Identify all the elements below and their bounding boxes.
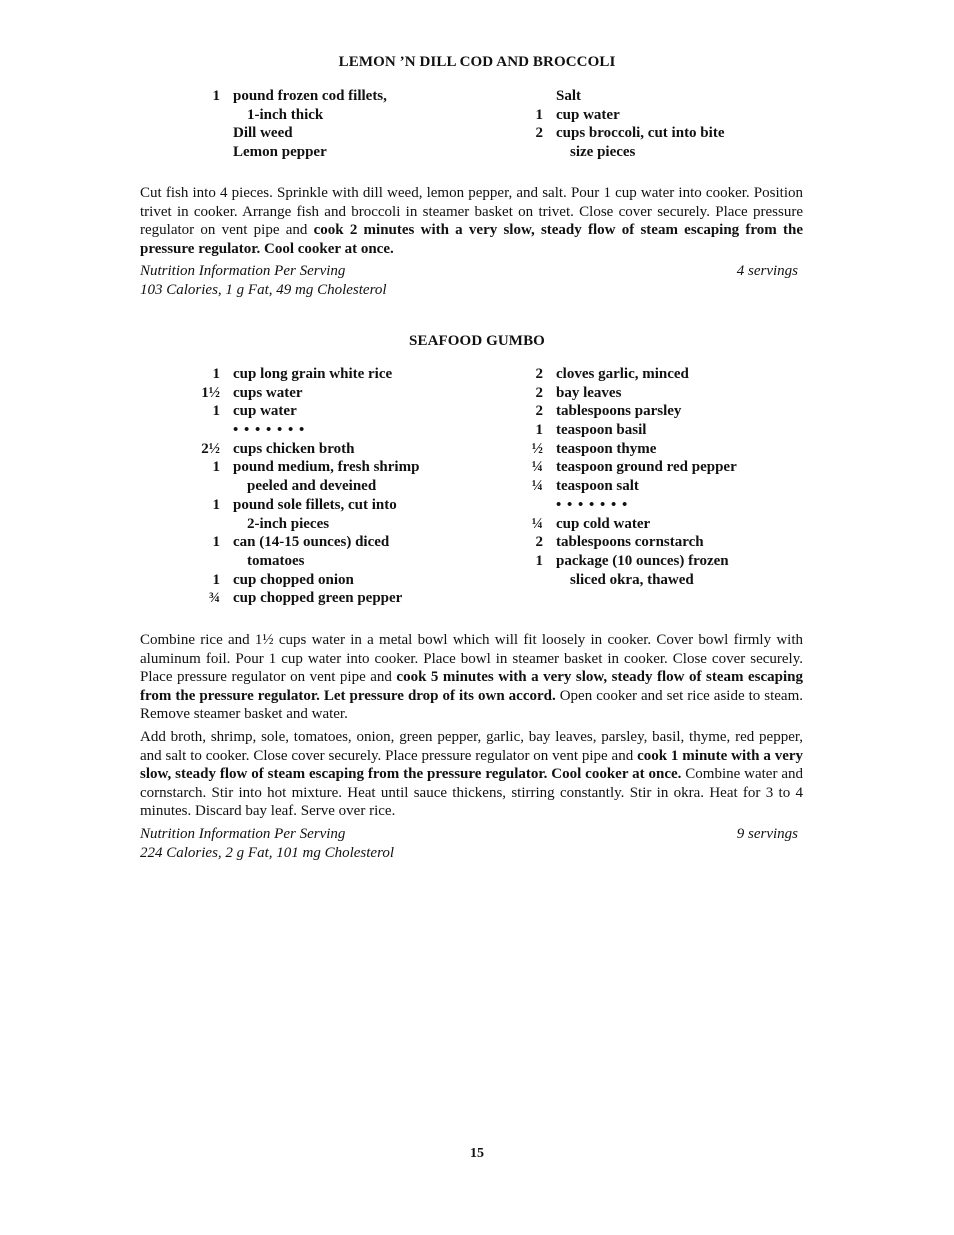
ingredient-row	[513, 571, 737, 590]
ingredient-row	[513, 552, 737, 571]
ingredient-text: package (10 ounces) frozen	[556, 552, 729, 569]
cooking-instruction-bold: cook 2 minutes with a very slow, steady flow of steam escaping from the pressure regulator. Cool cooker at once.	[140, 222, 803, 257]
ingredient-quantity: ¼	[531, 459, 543, 476]
directions-paragraph	[140, 728, 803, 821]
ingredient-quantity: 2	[535, 366, 543, 382]
ingredient-row	[513, 421, 737, 440]
ingredient-quantity: 1	[212, 534, 220, 551]
ingredient-text: teaspoon basil	[556, 422, 647, 439]
ingredient-quantity	[513, 496, 543, 515]
ingredients-right-column	[513, 365, 737, 589]
ingredient-text: tablespoons parsley	[556, 403, 682, 420]
ingredient-quantity: 2	[535, 534, 543, 551]
directions-text: Combine water and cornstarch. Stir into hot mixture. Heat until sauce thickens, stirring constantly. Stir in okra. Heat for 3 to 4 minutes. Discard bay leaf. Serve over rice.	[140, 766, 804, 820]
ingredient-text: tomatoes	[247, 552, 305, 569]
ingredient-row	[513, 124, 724, 143]
ingredient-quantity	[190, 477, 220, 496]
ingredient-row	[190, 384, 419, 403]
ingredient-quantity: 1	[535, 422, 543, 439]
ingredient-row	[190, 533, 419, 552]
ingredient-row	[190, 143, 387, 162]
ingredient-quantity: 2	[535, 403, 543, 420]
ingredient-row	[513, 515, 737, 534]
ingredient-text: Lemon pepper	[233, 144, 327, 161]
ingredient-text: cups chicken broth	[233, 440, 355, 457]
ingredient-quantity: 2	[535, 125, 543, 142]
ingredient-text: teaspoon ground red pepper	[556, 459, 737, 476]
ingredient-text: cup chopped green pepper	[233, 590, 403, 607]
ingredient-row	[190, 477, 419, 496]
directions-text: Open cooker and set rice aside to steam. Remove steamer basket and water.	[140, 687, 803, 723]
ingredient-quantity: 1	[535, 106, 543, 123]
ingredient-separator: • • • • • • •	[556, 496, 629, 513]
directions-text: Combine rice and 1½ cups water in a metal bowl which will fit loosely in cooker. Cover bowl firmly with aluminum foil. Pour 1 cup water into cooker. Place bowl in steamer basket in cooker. Close cover securely. Place pressure regulator on vent pipe and	[140, 632, 803, 686]
ingredient-row	[513, 533, 737, 552]
directions-paragraph	[140, 631, 803, 724]
ingredient-quantity	[513, 143, 543, 162]
ingredient-text: cup chopped onion	[233, 571, 354, 588]
cooking-instruction-bold: cook 1 minute with a very slow, steady flow of steam escaping from the pressure regulator. Cool cooker at once.	[140, 747, 804, 783]
ingredient-text: teaspoon salt	[556, 478, 639, 495]
ingredients-left-column	[190, 87, 387, 162]
ingredient-quantity	[513, 87, 543, 106]
ingredient-row	[513, 143, 724, 162]
ingredient-text: cups water	[233, 384, 303, 401]
ingredient-quantity: 2	[535, 384, 543, 401]
nutrition-values: 103 Calories, 1 g Fat, 49 mg Cholesterol	[140, 281, 387, 298]
ingredient-text: 2-inch pieces	[247, 515, 330, 532]
ingredient-quantity	[190, 421, 220, 440]
ingredient-quantity: ¼	[531, 478, 543, 495]
nutrition-label: Nutrition Information Per Serving	[140, 826, 346, 842]
directions-text: Cut fish into 4 pieces. Sprinkle with dill weed, lemon pepper, and salt. Pour 1 cup water into cooker. Position trivet in cooker. Arrange fish and broccoli in steamer basket on trivet. Close cover securely. Place pressure regulator on vent pipe and	[140, 185, 803, 239]
directions-text: Add broth, shrimp, sole, tomatoes, onion, green pepper, garlic, bay leaves, parsley, basil, thyme, red pepper, and salt to cooker. Close cover securely. Place pressure regulator on vent pipe and	[140, 728, 803, 764]
ingredient-text: can (14-15 ounces) diced	[233, 534, 390, 551]
ingredient-quantity: 1	[212, 88, 220, 104]
ingredient-text: pound sole fillets, cut into	[233, 496, 397, 513]
ingredient-text: size pieces	[570, 144, 636, 161]
page-number: 15	[470, 1146, 484, 1161]
ingredient-text: cloves garlic, minced	[556, 366, 689, 382]
ingredient-separator: • • • • • • •	[233, 422, 306, 439]
ingredient-row	[190, 571, 419, 590]
ingredient-quantity	[190, 124, 220, 143]
ingredient-row	[190, 515, 419, 534]
ingredient-text: teaspoon thyme	[556, 440, 657, 457]
ingredients-left-column	[190, 365, 419, 608]
ingredient-text: bay leaves	[556, 384, 622, 401]
ingredient-row	[513, 496, 737, 515]
directions	[140, 631, 803, 821]
ingredient-quantity	[190, 143, 220, 162]
directions-paragraph	[140, 184, 803, 258]
nutrition-info	[140, 262, 798, 299]
ingredient-quantity	[190, 106, 220, 125]
ingredient-row	[190, 106, 387, 125]
ingredient-row	[190, 365, 419, 384]
ingredient-quantity: 1	[212, 459, 220, 476]
ingredient-quantity: ¾	[208, 590, 220, 607]
nutrition-info	[140, 825, 798, 862]
ingredient-quantity: 1	[212, 496, 220, 513]
ingredient-text: cup cold water	[556, 515, 651, 532]
ingredient-quantity: 1	[535, 552, 543, 569]
ingredient-text: cup water	[233, 403, 297, 420]
ingredient-row	[190, 421, 419, 440]
ingredient-row	[190, 458, 419, 477]
ingredient-row	[190, 87, 387, 106]
recipe-title: LEMON ’N DILL COD AND BROCCOLI	[338, 54, 616, 70]
ingredient-row	[190, 496, 419, 515]
nutrition-values: 224 Calories, 2 g Fat, 101 mg Cholesterol	[140, 844, 395, 861]
ingredient-quantity	[190, 552, 220, 571]
ingredient-row	[190, 124, 387, 143]
ingredient-quantity: ½	[531, 440, 543, 457]
ingredient-text: cup water	[556, 106, 620, 123]
recipe-title: SEAFOOD GUMBO	[409, 333, 545, 349]
ingredient-quantity: 1½	[201, 384, 220, 401]
ingredient-text: Dill weed	[233, 125, 293, 142]
ingredient-row	[513, 402, 737, 421]
ingredient-text: cup long grain white rice	[233, 366, 393, 382]
cooking-instruction-bold: cook 5 minutes with a very slow, steady flow of steam escaping from the pressure regulator. Let pressure drop of its own accord.	[140, 669, 803, 704]
ingredient-quantity: 1	[212, 403, 220, 420]
ingredient-row	[513, 458, 737, 477]
ingredient-row	[513, 440, 737, 459]
nutrition-label: Nutrition Information Per Serving	[140, 263, 346, 279]
ingredient-quantity	[190, 515, 220, 534]
directions	[140, 184, 803, 258]
ingredient-row	[513, 477, 737, 496]
ingredient-row	[190, 440, 419, 459]
ingredient-text: pound frozen cod fillets,	[233, 88, 387, 104]
ingredient-row	[190, 402, 419, 421]
ingredient-quantity: ¼	[531, 515, 543, 532]
servings: 4 servings	[736, 263, 798, 279]
ingredient-quantity: 1	[212, 366, 220, 382]
ingredient-row	[513, 87, 724, 106]
ingredients-right-column	[513, 87, 724, 162]
ingredient-row	[513, 384, 737, 403]
ingredient-quantity	[513, 571, 543, 590]
ingredient-row	[190, 552, 419, 571]
servings: 9 servings	[736, 826, 798, 842]
ingredient-row	[513, 365, 737, 384]
ingredient-text: Salt	[556, 88, 582, 104]
ingredient-quantity: 2½	[201, 440, 220, 457]
ingredient-row	[190, 589, 419, 608]
ingredient-text: peeled and deveined	[247, 478, 377, 495]
ingredient-text: tablespoons cornstarch	[556, 534, 704, 551]
ingredient-text: cups broccoli, cut into bite	[556, 125, 725, 142]
ingredient-text: 1-inch thick	[247, 106, 324, 123]
ingredient-text: pound medium, fresh shrimp	[233, 459, 420, 476]
ingredient-quantity: 1	[212, 571, 220, 588]
ingredient-text: sliced okra, thawed	[570, 571, 694, 588]
ingredient-row	[513, 106, 724, 125]
